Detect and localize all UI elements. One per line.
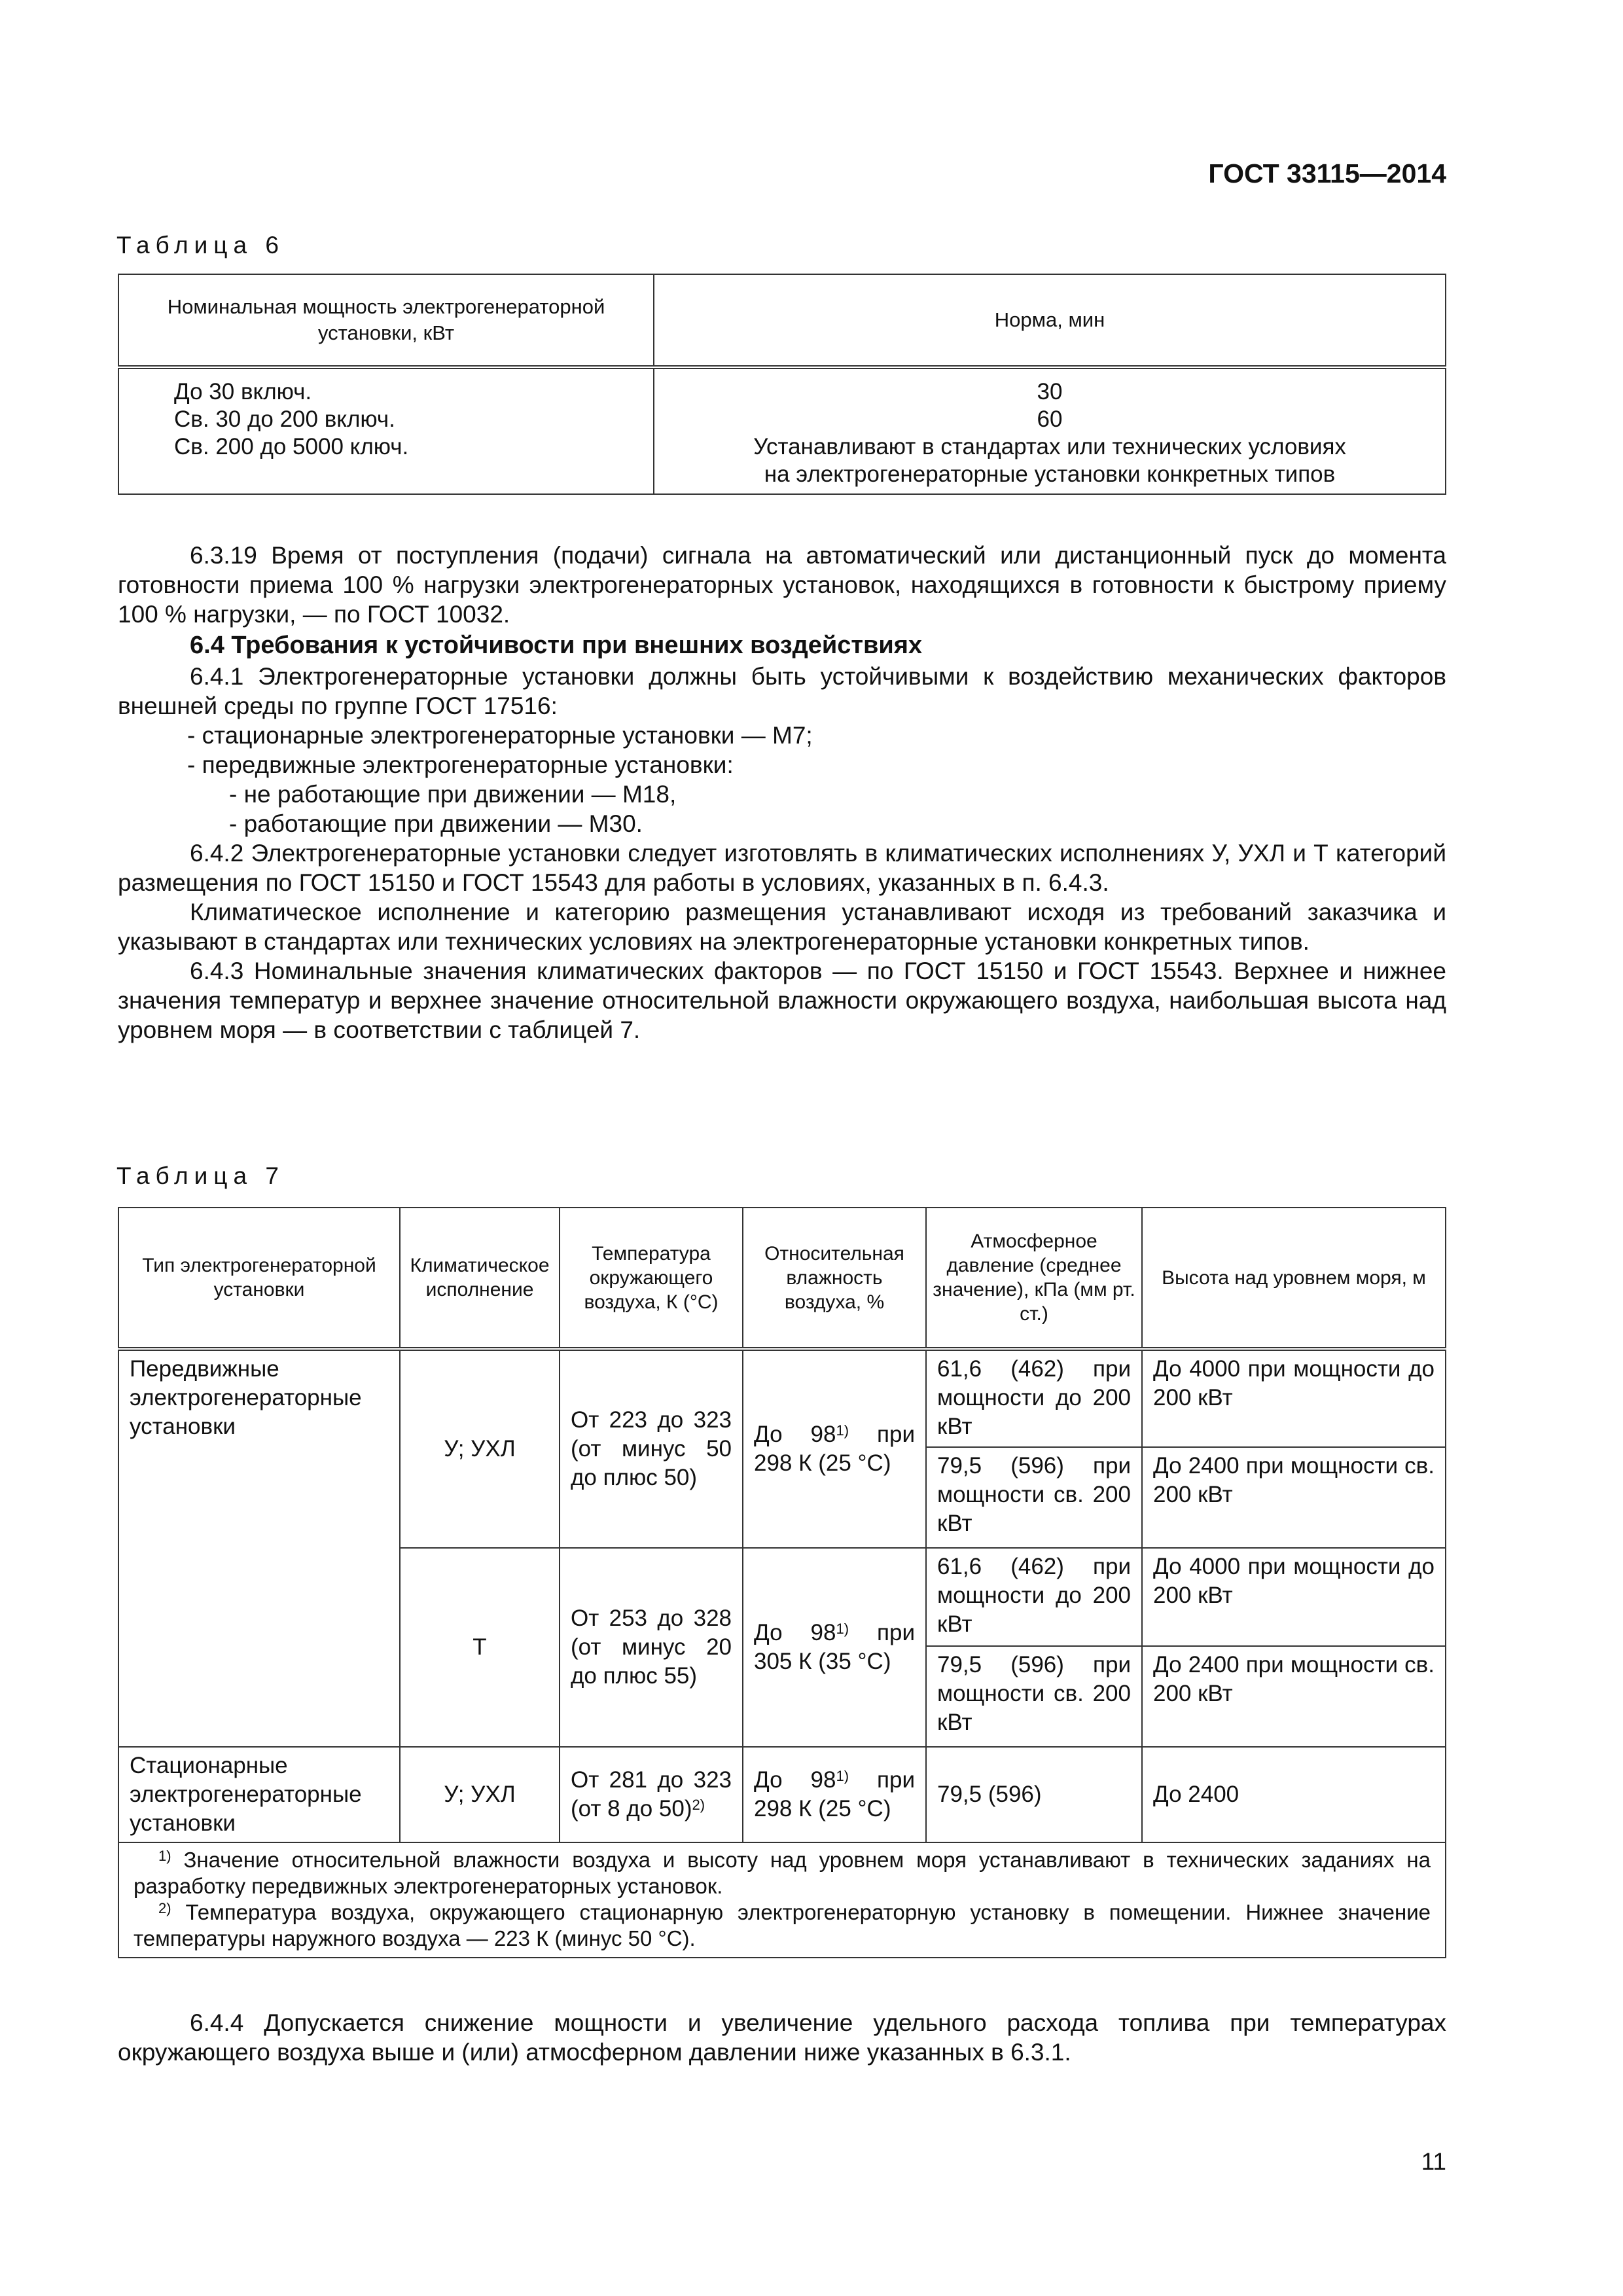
table-cell-line: 30	[1037, 379, 1063, 404]
paragraph-6-4-1: 6.4.1 Электрогенераторные установки должны быть устойчивыми к воздействию механических факторов внешней среды по группе ГОСТ 17516:	[118, 663, 1446, 719]
table7-cell-temp-t: От 253 до 328 (от минус 20 до плюс 55)	[560, 1548, 743, 1747]
table7-cell-temp-stationary	[560, 1747, 743, 1842]
table7-caption: Таблица 7	[116, 1162, 285, 1189]
table7-cell-altitude: До 2400 при мощности св. 200 кВт	[1142, 1447, 1446, 1548]
footnote-ref-1: 1)	[836, 1768, 849, 1784]
document-id: ГОСТ 33115—2014	[1208, 158, 1446, 188]
table7-header-climate: Климатическое исполнение	[400, 1208, 560, 1349]
table7-cell-humidity-t	[743, 1548, 926, 1747]
table7-cell-pressure: 61,6 (462) при мощности до 200 кВт	[926, 1349, 1142, 1447]
table7-header-humidity: Относительная влажность воздуха, %	[743, 1208, 926, 1349]
table-cell-line: Св. 200 до 5000 ключ.	[174, 434, 409, 459]
table6-header-norm: Норма, мин	[654, 274, 1446, 367]
list-item: - стационарные электрогенераторные установки — М7;	[187, 722, 813, 749]
humidity-condition: при 305 К (35 °С)	[754, 1620, 915, 1674]
table7-cell-pressure: 79,5 (596)	[926, 1747, 1142, 1842]
table7-cell-altitude: До 2400 при мощности св. 200 кВт	[1142, 1646, 1446, 1747]
footnote-marker: 2)	[158, 1900, 171, 1916]
table7-header-altitude: Высота над уровнем моря, м	[1142, 1208, 1446, 1349]
table7-cell-stationary: Стационарные электрогенераторные установки	[118, 1747, 400, 1842]
table7-cell-mobile: Передвижные электрогенераторные установки	[118, 1349, 400, 1747]
table7-cell-climate-t: Т	[400, 1548, 560, 1747]
table-cell-line: Устанавливают в стандартах или технических условиях	[753, 434, 1346, 459]
table-cell-line: 60	[1037, 406, 1063, 432]
table7-cell-humidity-stationary	[743, 1747, 926, 1842]
body-section-6-3-19-to-6-4-3	[118, 541, 1446, 1045]
table-cell-line: Св. 30 до 200 включ.	[174, 406, 395, 432]
table-7	[118, 1207, 1446, 1958]
table7-cell-pressure: 79,5 (596) при мощности св. 200 кВт	[926, 1646, 1142, 1747]
humidity-value: До 98	[754, 1422, 836, 1447]
footnote-ref-1: 1)	[836, 1621, 849, 1637]
table-cell-line: на электрогенераторные установки конкретных типов	[764, 461, 1336, 487]
table7-cell-altitude: До 2400	[1142, 1747, 1446, 1842]
humidity-value: До 98	[754, 1767, 836, 1793]
list-subitem: - не работающие при движении — М18,	[229, 781, 677, 808]
paragraph-6-4-3: 6.4.3 Номинальные значения климатических факторов — по ГОСТ 15150 и ГОСТ 15543. Верхнее и нижнее значения температур и верхнее значение относительной влажности окружающего воздуха, наибольшая высота над уровнем моря — в соответствии с таблицей 7.	[118, 958, 1446, 1043]
table7-cell-pressure: 79,5 (596) при мощности св. 200 кВт	[926, 1447, 1142, 1548]
humidity-condition: при 298 К (25 °С)	[754, 1422, 915, 1476]
table-6	[118, 274, 1446, 495]
section-heading-6-4: 6.4 Требования к устойчивости при внешних воздействиях	[190, 632, 922, 659]
humidity-value: До 98	[754, 1620, 836, 1645]
table7-cell-climate-u: У; УХЛ	[400, 1747, 560, 1842]
table7-cell-humidity-u	[743, 1349, 926, 1548]
table7-cell-altitude: До 4000 при мощности до 200 кВт	[1142, 1349, 1446, 1447]
footnote	[134, 1847, 1431, 1899]
table7-header-pressure: Атмосферное давление (среднее значение), кПа (мм рт. ст.)	[926, 1208, 1142, 1349]
table7-cell-climate-u: У; УХЛ	[400, 1349, 560, 1548]
humidity-condition: при 298 К (25 °С)	[754, 1767, 915, 1821]
table7-cell-pressure: 61,6 (462) при мощности до 200 кВт	[926, 1548, 1142, 1646]
table6-header-power: Номинальная мощность электрогенераторной установки, кВт	[118, 274, 654, 367]
paragraph-climatic-execution: Климатическое исполнение и категорию размещения устанавливают исходя из требований заказчика и указывают в стандартах или технических условиях на электрогенераторные установки конкретных типов.	[118, 899, 1446, 955]
paragraph-6-3-19: 6.3.19 Время от поступления (подачи) сигнала на автоматический или дистанционный пуск до момента готовности приема 100 % нагрузки электрогенераторных установок, находящихся в готовности к быстрому приему 100 % нагрузки, — по ГОСТ 10032.	[118, 542, 1446, 628]
list-subitem: - работающие при движении — М30.	[229, 810, 643, 837]
table-cell-line: До 30 включ.	[174, 379, 312, 404]
paragraph-6-4-4: 6.4.4 Допускается снижение мощности и увеличение удельного расхода топлива при температурах окружающего воздуха выше и (или) атмосферном давлении ниже указанных в 6.3.1.	[118, 2009, 1446, 2066]
footnote-ref-1: 1)	[836, 1422, 849, 1439]
page-number: 11	[1421, 2148, 1446, 2175]
paragraph-6-4-2: 6.4.2 Электрогенераторные установки следует изготовлять в климатических исполнениях У, УХЛ и Т категорий размещения по ГОСТ 15150 и ГОСТ 15543 для работы в условиях, указанных в п. 6.4.3.	[118, 840, 1446, 896]
table7-cell-temp-u: От 223 до 323 (от минус 50 до плюс 50)	[560, 1349, 743, 1548]
body-section-6-4-4	[118, 2008, 1446, 2067]
table7-footnotes	[118, 1842, 1446, 1958]
table6-norm-cell	[654, 367, 1446, 494]
footnote-ref-2: 2)	[692, 1797, 705, 1813]
table7-cell-altitude: До 4000 при мощности до 200 кВт	[1142, 1548, 1446, 1646]
table7-header-temperature: Температура окружающего воздуха, К (°С)	[560, 1208, 743, 1349]
list-item: - передвижные электрогенераторные установки:	[187, 751, 734, 778]
footnote	[134, 1899, 1431, 1952]
table6-caption: Таблица 6	[116, 232, 285, 259]
temperature-value: От 281 до 323 (от 8 до 50)	[571, 1767, 732, 1821]
footnote-marker: 1)	[158, 1848, 171, 1864]
table7-header-type: Тип электрогенераторной установки	[118, 1208, 400, 1349]
footnote-text: Температура воздуха, окружающего стационарную электрогенераторную установку в помещении. Нижнее значение температуры наружного воздуха — 223 К (минус 50 °С).	[134, 1900, 1431, 1950]
footnote-text: Значение относительной влажности воздуха и высоту над уровнем моря устанавливают в технических заданиях на разработку передвижных электрогенераторных установок.	[134, 1848, 1431, 1898]
table6-power-cell	[118, 367, 654, 494]
